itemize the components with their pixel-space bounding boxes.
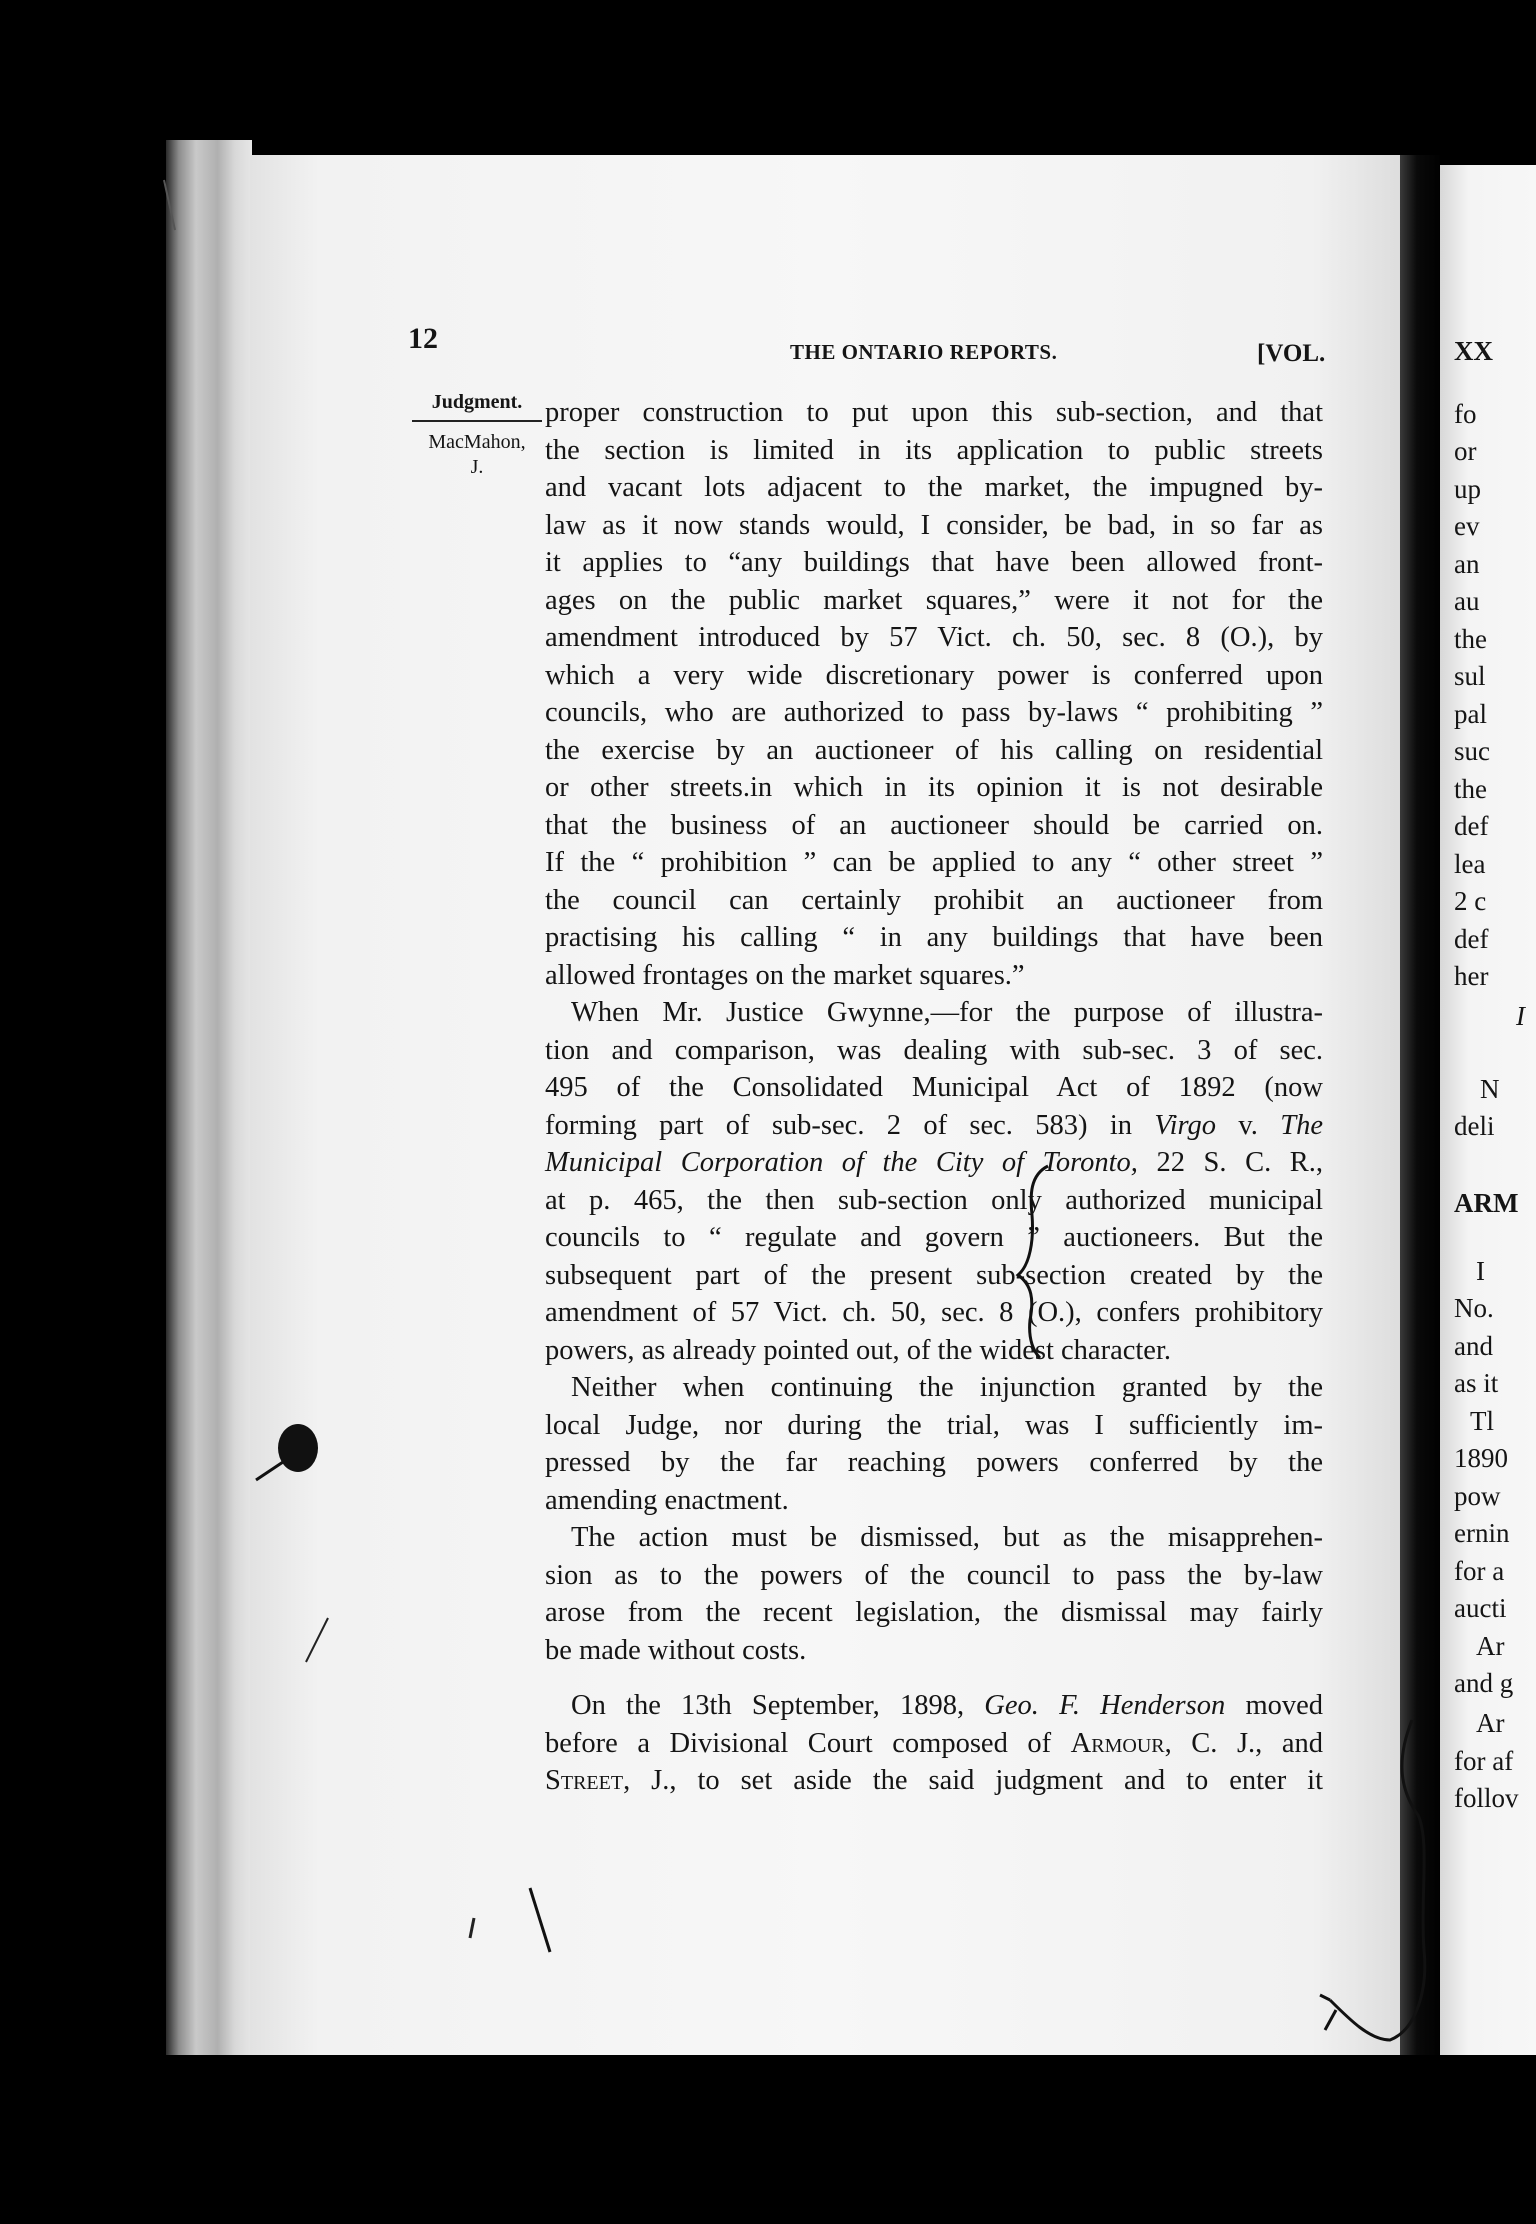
next-page-fragment: the xyxy=(1454,774,1487,804)
text-line: 495 of the Consolidated Municipal Act of 1892 (now xyxy=(545,1072,1323,1103)
text-run: before a Divisional Court composed of xyxy=(545,1727,1052,1759)
next-page-fragment: suc xyxy=(1454,736,1490,766)
text-line: amending enactment. xyxy=(545,1484,789,1516)
pencil-stroke xyxy=(164,180,175,230)
text-run: moved xyxy=(1245,1690,1324,1721)
pencil-stroke xyxy=(1320,1995,1336,2030)
text-line: which a very wide discretionary power is conferred upon xyxy=(545,659,1323,691)
text-line: councils, who are authorized to pass by-laws “ prohibiting ” xyxy=(545,697,1323,728)
next-page-fragment: def xyxy=(1454,924,1489,954)
text-line: Neither when continuing the injunction granted by the xyxy=(571,1372,1323,1403)
text-line: it applies to “any buildings that have been allowed front- xyxy=(545,547,1323,578)
text-run: forming part of sub-sec. 2 of sec. 583) in xyxy=(545,1109,1132,1141)
text-line: tion and comparison, was dealing with sub-sec. 3 of sec. xyxy=(545,1034,1323,1066)
pencil-stroke xyxy=(470,1918,474,1938)
text-line: councils to “ regulate and govern ” auctioneers. But the xyxy=(545,1222,1323,1253)
next-page-fragment: fo xyxy=(1454,399,1477,429)
next-page-fragment: I xyxy=(1476,1256,1485,1286)
ink-blot-tail xyxy=(256,1460,286,1480)
case-name-part: The xyxy=(1280,1109,1323,1141)
text-line: If the “ prohibition ” can be applied to any “ other street ” xyxy=(545,847,1323,878)
text-line: practising his calling “ in any buildings that have been xyxy=(545,922,1323,953)
next-page-fragment: lea xyxy=(1454,849,1486,879)
text-line: the council can certainly prohibit an auctioneer from xyxy=(545,884,1323,916)
text-run: On the 13th September, 1898, xyxy=(571,1690,965,1721)
next-page-fragment: an xyxy=(1454,549,1480,579)
counsel-name: Geo. F. Henderson xyxy=(984,1690,1226,1721)
next-page-fragment: for af xyxy=(1454,1746,1514,1776)
text-run: , J., to set aside the said judgment and to enter it xyxy=(623,1765,1323,1796)
text-line: powers, as already pointed out, of the widest character. xyxy=(545,1334,1171,1366)
text-line: The action must be dismissed, but as the misapprehen- xyxy=(571,1522,1323,1553)
next-page-fragment: deli xyxy=(1454,1111,1495,1141)
next-page-fragment: up xyxy=(1454,474,1481,504)
handwritten-bracket xyxy=(1018,1166,1048,1358)
text-run: v. xyxy=(1238,1109,1258,1141)
next-page-fragment: aucti xyxy=(1454,1593,1507,1623)
volume-mark: [VOL. xyxy=(1257,340,1326,367)
text-line: proper construction to put upon this sub-section, and that xyxy=(545,397,1323,428)
next-page-fragment: the xyxy=(1454,624,1487,654)
next-page-fragment: def xyxy=(1454,811,1489,841)
next-page-fragment: No. xyxy=(1454,1293,1494,1323)
next-page-fragment: I xyxy=(1516,1001,1525,1031)
text-line: ages on the public market squares,” were it not for the xyxy=(545,584,1323,616)
text-line: subsequent part of the present sub-section created by the xyxy=(545,1259,1323,1291)
next-page-fragment: for a xyxy=(1454,1556,1505,1586)
judge-name: Street xyxy=(545,1765,624,1796)
next-page-fragment: Tl xyxy=(1470,1406,1494,1436)
next-page-fragment: au xyxy=(1454,586,1480,616)
margin-note-heading: Judgment. xyxy=(412,390,542,422)
margin-note-judge-initial: J. xyxy=(470,456,484,478)
next-page-fragment: Ar xyxy=(1476,1631,1505,1661)
next-page-fragment: or xyxy=(1454,436,1477,466)
text-line: at p. 465, the then sub-section only authorized municipal xyxy=(545,1184,1323,1216)
next-page-fragment: pal xyxy=(1454,699,1487,729)
text-line: sion as to the powers of the council to pass the by-law xyxy=(545,1559,1323,1591)
next-page-fragment: 2 c xyxy=(1454,886,1487,916)
text-line: amendment of 57 Vict. ch. 50, sec. 8 (O.), confers prohibitory xyxy=(545,1297,1323,1328)
text-line: the section is limited in its application to public streets xyxy=(545,434,1323,466)
text-line: the exercise by an auctioneer of his calling on residential xyxy=(545,734,1323,766)
page-number: 12 xyxy=(408,322,438,355)
pencil-stroke xyxy=(1330,1720,1425,2040)
next-page-fragment: and xyxy=(1454,1331,1493,1361)
next-page-fragment: N xyxy=(1480,1074,1500,1104)
next-page-fragment: Ar xyxy=(1476,1708,1505,1738)
ink-blot xyxy=(278,1424,318,1472)
next-page-fragment: as it xyxy=(1454,1368,1499,1398)
case-name-part: Virgo xyxy=(1154,1109,1217,1141)
text-line: When Mr. Justice Gwynne,—for the purpose of illustra- xyxy=(571,997,1323,1028)
next-page-fragment: sul xyxy=(1454,661,1486,691)
pencil-stroke xyxy=(306,1618,328,1662)
text-line: law as it now stands would, I consider, be bad, in so far as xyxy=(545,509,1323,541)
next-page-fragment: ev xyxy=(1454,511,1480,541)
next-page-fragment: ernin xyxy=(1454,1518,1510,1548)
text-run: , C. J., and xyxy=(1164,1727,1323,1759)
text-line: allowed frontages on the market squares.” xyxy=(545,959,1025,991)
running-title: THE ONTARIO REPORTS. xyxy=(790,340,1058,364)
next-page-fragment: ARM xyxy=(1454,1188,1519,1218)
text-line: arose from the recent legislation, the dismissal may fairly xyxy=(545,1597,1323,1628)
text-line: local Judge, nor during the trial, was I sufficiently im- xyxy=(545,1409,1323,1441)
next-page-fragment: follov xyxy=(1454,1783,1519,1813)
text-line: amendment introduced by 57 Vict. ch. 50, sec. 8 (O.), by xyxy=(545,622,1323,653)
text-line: and vacant lots adjacent to the market, the impugned by- xyxy=(545,472,1323,503)
case-name-part: Municipal Corporation of the City of Toronto, xyxy=(545,1147,1138,1178)
text-line: be made without costs. xyxy=(545,1634,807,1666)
text-line: pressed by the far reaching powers conferred by the xyxy=(545,1447,1323,1478)
next-page-fragment: pow xyxy=(1454,1481,1501,1511)
margin-note-judge: MacMahon, xyxy=(428,431,526,453)
pencil-stroke xyxy=(530,1888,550,1952)
text-line: or other streets.in which in its opinion it is not desirable xyxy=(545,772,1323,803)
next-page-fragment: XX xyxy=(1454,336,1493,366)
next-page-fragment: and g xyxy=(1454,1668,1514,1698)
next-page-fragment: her xyxy=(1454,961,1489,991)
judge-name: Armour xyxy=(1070,1727,1165,1759)
text-line: that the business of an auctioneer should be carried on. xyxy=(545,809,1323,841)
text-run: 22 S. C. R., xyxy=(1156,1147,1324,1178)
next-page-fragment: 1890 xyxy=(1454,1443,1508,1473)
